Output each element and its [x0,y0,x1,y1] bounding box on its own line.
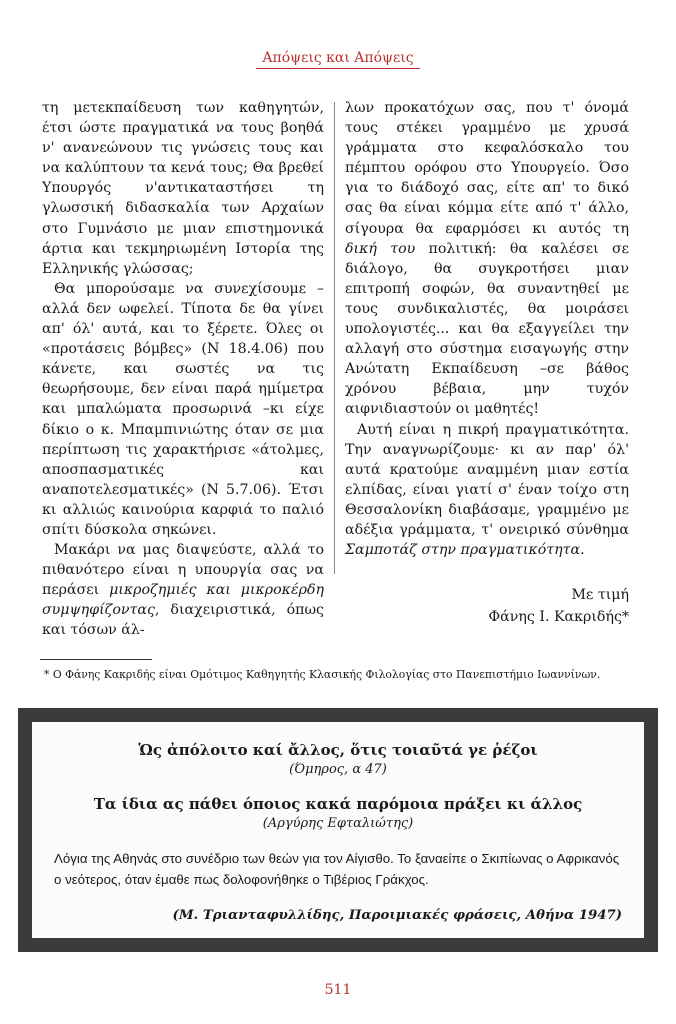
right-paragraph-2 [345,420,629,561]
right-p2-start: Αυτή είναι η πικρή πραγματικότητα. Την αναγνωρίζουμε· κι αν παρ' όλ' αυτά κρατούμε αναμμένη μιαν εστία ελπίδας, είναι γιατί σ' έναν τοίχο στη Θεσσαλονίκη διαβάσαμε, γραμμένο με αδέξια γράμματα, τ' ονειρικό σύνθημα [345,421,629,538]
quote-box [18,708,658,952]
right-p2-end: . [580,542,585,559]
left-p3-end: , διαχειριστικά, όπως και τόσων άλ- [42,602,324,639]
right-column [345,98,629,628]
quote-citation: (Μ. Τριανταφυλλίδης, Παροιμιακές φράσεις, Αθήνα 1947) [172,908,622,923]
quote-explanation: Λόγια της Αθηνάς στο συνέδριο των θεών για τον Αίγισθο. Το ξαναείπε ο Σκιπίωνας ο Αφρικανός ο νεότερος, όταν έμαθε πως δολοφονήθηκε ο Τιβέριος Γράκχος. [54,851,620,887]
quote-box-inner [32,722,644,938]
footnote: * Ο Φάνης Κακριδής είναι Ομότιμος Καθηγητής Κλασικής Φιλολογίας στο Πανεπιστήμιο Ιωαννίνων. [44,668,601,681]
right-p1-start: λων προκατόχων σας, που τ' όνομά τους στέκει γραμμένο με χρυσά γράμματα στο κεφαλόσκαλο του πέμπτου ορόφου στο Υπουργείο. Όσο για το διάδοχό σας, είτε απ' το δικό σας θα είναι κόμμα είτε από τ' άλλο, σίγουρα θα εφαρμόσει κι αυτός τη [345,100,629,237]
column-divider [334,102,335,574]
left-paragraph-1: τη μετεκπαίδευση των καθηγητών, έτσι ώστε πραγματικά να τους βοηθά ν' ανανεώνουν τις γνώσεις τους και να καλύπτουν τα κενά τους; Θα βρεθεί Υπουργός ν'αντικαταστήσει τη γλωσσική διδασκαλία των Αρχαίων στο Γυμνάσιο με μιαν επιστημονικά άρτια και τεκμηριωμένη Ιστορία της Ελληνικής γλώσσας; [42,100,324,277]
left-column [42,98,324,641]
left-p3-italic: μικροζημιές και μικροκέρδη συμψηφίζοντας [42,582,324,619]
left-paragraph-2: Θα μπορούσαμε να συνεχίσουμε –αλλά δεν ωφελεί. Τίποτα δε θα γίνει απ' όλ' αυτά, και το ξέρετε. Όλες οι «προτάσεις βόμβες» (Ν 18.4.06) που κάνετε, και σωστές να τις θεωρήσουμε, δεν είναι παρά ημίμετρα και μπαλώματα προσωρινά –κι είχε δίκιο ο κ. Μπαμπινιώτης όταν σε μια περίπτωση τις χαρακτήρισε «άτολμες, αποσπασματικές και αναποτελεσματικές» (Ν 5.7.06). Έτσι κι αλλιώς καινούρια καρφιά το παλιό σπίτι δύσκολα σηκώνει. [42,280,324,538]
page-number: 511 [324,982,352,998]
ancient-quote: Ὡς ἀπόλοιτο καί ἄλλος, ὅτις τοιαῦτά γε ῥέζοι [138,741,538,759]
right-paragraph-1 [345,98,629,420]
signoff [345,584,629,628]
running-head [0,50,676,66]
footnote-rule [40,659,152,660]
ancient-quote-source: (Όμηρος, α 47) [289,762,387,777]
modern-quote: Τα ίδια ας πάθει όποιος κακά παρόμοια πράξει κι άλλος [93,795,583,813]
signoff-greeting: Με τιμή [571,587,629,604]
right-p1-italic: δική του [345,240,416,257]
left-paragraph-3 [42,540,324,640]
signoff-author: Φάνης Ι. Κακριδής* [488,609,629,626]
right-p2-italic: Σαμποτάζ στην πραγματικότητα [345,542,581,559]
right-p1-end: πολιτική: θα καλέσει σε διάλογο, θα συγκροτήσει μιαν επιτροπή σοφών, θα συναντηθεί με τους συνδικαλιστές, θα μοιράσει υπολογιστές... και θα εξαγγείλει την αλλαγή στο σύστημα εισαγωγής στην Ανώτατη Εκπαίδευση –σε βάθος χρόνου βέβαια, μην τυχόν αιφνιδιαστούν οι μαθητές! [345,240,629,418]
modern-quote-source: (Αργύρης Εφταλιώτης) [262,816,414,831]
running-head-text: Απόψεις και Απόψεις [256,50,419,69]
left-p3-start: Μακάρι να μας διαψεύστε, αλλά το πιθανότερο είναι η υπουργία σας να περάσει [42,542,324,599]
